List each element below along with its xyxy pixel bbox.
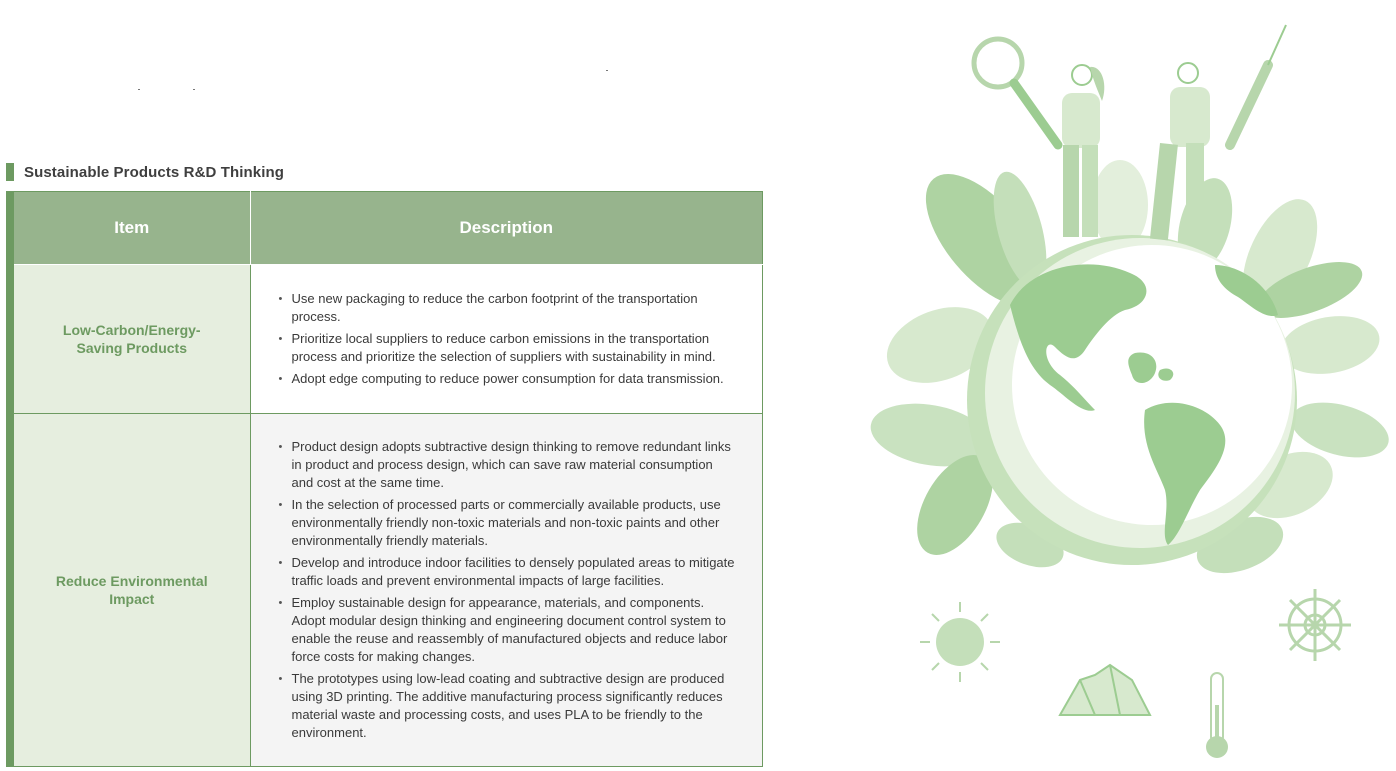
rd-thinking-table [6,191,763,767]
earth-people-svg [870,15,1390,765]
table-row [14,414,763,767]
table-header-row [14,192,763,265]
list-item: • Product design adopts subtractive design thinking to remove redundant links in product and process design, which can save raw material consumption and cost at the same time. [279,438,739,492]
heading-accent-bar [6,163,14,181]
list-item: • Adopt edge computing to reduce power consumption for data transmission. [279,370,739,388]
list-item: • Develop and introduce indoor facilities to densely populated areas to mitigate traffic loads and prevent environmental impacts of large facilities. [279,554,739,590]
description-cell [250,265,763,414]
bullet-list [279,438,739,742]
stray-mark [606,70,608,71]
sun-icon [920,602,1000,682]
list-item: • Employ sustainable design for appearance, materials, and components. Adopt modular design thinking and engineering document control system to enable the reuse and reassembly of manufactured objects and reduce labor force costs for making changes. [279,594,739,666]
table-row [14,265,763,414]
item-cell-environment: Reduce Environmental Impact [14,414,250,767]
list-item: • Prioritize local suppliers to reduce carbon emissions in the transportation process and prioritize the selection of suppliers with sustainability in mind. [279,330,739,366]
virus-icon [1279,589,1351,661]
item-cell-low-carbon: Low-Carbon/Energy-Saving Products [14,265,250,414]
list-item: • Use new packaging to reduce the carbon footprint of the transportation process. [279,290,739,326]
table-left-accent [6,191,14,767]
section-heading [6,163,284,181]
header-description: Description [250,192,763,265]
header-item: Item [14,192,250,265]
section-title: Sustainable Products R&D Thinking [24,163,284,181]
iceberg-icon [1060,665,1150,715]
stray-mark [193,89,195,90]
table [14,191,763,767]
stray-mark [138,89,140,90]
list-item: • The prototypes using low-lead coating and subtractive design are produced using 3D printing. The additive manufacturing process significantly reduces material waste and processing costs, and uses PLA to be friendly to the environment. [279,670,739,742]
eco-earth-illustration [870,15,1390,765]
magnifier-icon [974,39,1058,145]
thermometer-icon [1206,673,1228,758]
list-item: • In the selection of processed parts or commercially available products, use environmentally friendly non-toxic materials and non-toxic paints and other environmentally friendly materials. [279,496,739,550]
bullet-list [279,290,739,388]
description-cell [250,414,763,767]
